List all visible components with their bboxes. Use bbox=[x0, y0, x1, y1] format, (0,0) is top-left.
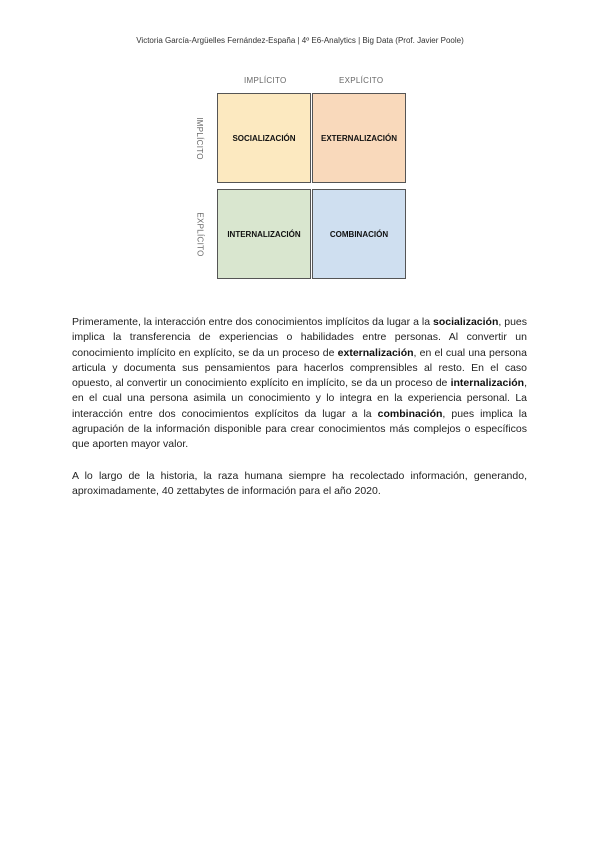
paragraph-history: A lo largo de la historia, la raza humana siempre ha recolectado información, generando, aproximadamente, 40 zettabytes de información para el año 2020. bbox=[72, 469, 527, 497]
p1-text-5: , pues implica la agrupación de la información disponible para crear conocimientos más complejos o específicos que aporten mayor valor. bbox=[72, 407, 527, 451]
row-label-explicit: EXPLÍCITO bbox=[195, 212, 205, 257]
row-label-implicit: IMPLÍCITO bbox=[194, 117, 204, 160]
paragraph-knowledge-conversion bbox=[72, 315, 527, 453]
cell-combinacion: COMBINACIÓN bbox=[312, 189, 406, 279]
p1-text-2: , pues implica la transferencia de experiencias o habilidades entre personas. Al convertir un conocimiento implícito en explícito, se da un proceso de bbox=[72, 316, 528, 359]
p1-text-3: , en el cual una persona articula y documenta sus pensamientos para hacerlos comprensibles al resto. En el caso opuesto, al convertir un conocimiento explícito en implícito, se da un proceso de bbox=[72, 346, 527, 390]
p1-text-1: Primeramente, la interacción entre dos conocimientos implícitos da lugar a la bbox=[72, 316, 434, 328]
col-label-implicit: IMPLÍCITO bbox=[244, 76, 287, 85]
col-label-explicit: EXPLÍCITO bbox=[339, 76, 384, 85]
cell-externalizacion: EXTERNALIZACIÓN bbox=[312, 93, 406, 183]
term-combinacion: combinación bbox=[377, 407, 443, 420]
term-internalizacion: internalización bbox=[450, 377, 525, 390]
p1-text-4: , en el cual una persona asimila un conocimiento y lo integra en la experiencia personal. La interacción entre dos conocimientos explícitos da lugar a la bbox=[72, 377, 527, 420]
cell-internalizacion: INTERNALIZACIÓN bbox=[217, 189, 311, 279]
knowledge-matrix bbox=[196, 72, 406, 284]
body-text bbox=[72, 315, 527, 515]
cell-socializacion: SOCIALIZACIÓN bbox=[217, 93, 311, 183]
page-header: Victoria García-Argüelles Fernández-España | 4º E6-Analytics | Big Data (Prof. Javier Poole) bbox=[136, 36, 464, 45]
term-socializacion: socialización bbox=[433, 316, 499, 328]
term-externalizacion: externalización bbox=[337, 346, 414, 359]
